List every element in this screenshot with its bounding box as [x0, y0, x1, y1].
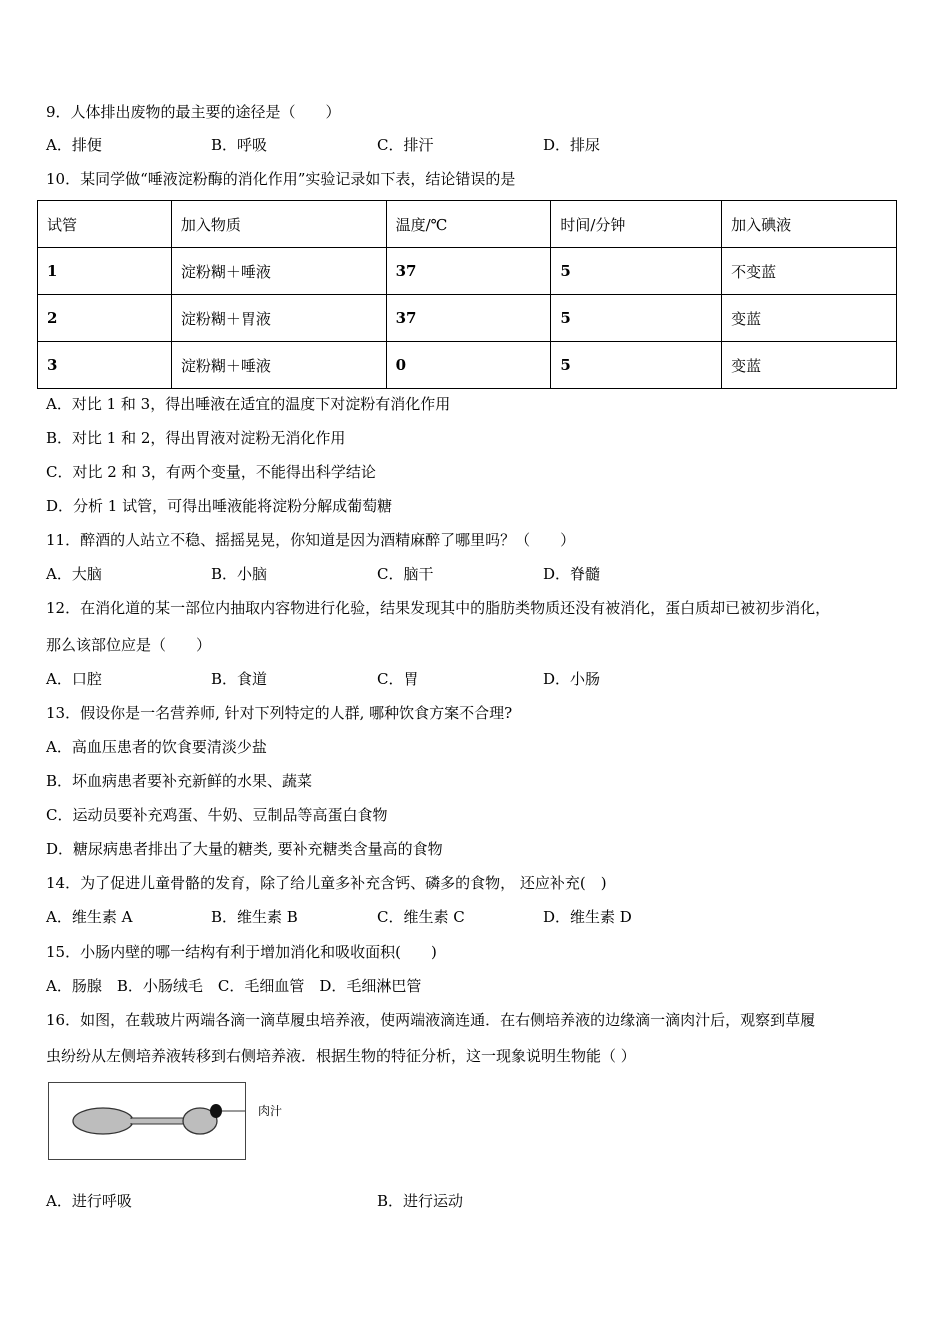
q16-option-a[interactable]: A．进行呼吸	[46, 1192, 132, 1210]
q9-option-d[interactable]: D．排尿	[543, 136, 601, 154]
q14-option-c[interactable]: C．维生素 C	[377, 908, 465, 926]
table-cell: 37	[386, 295, 551, 342]
table-cell: 5	[551, 342, 722, 389]
q16-option-b[interactable]: B．进行运动	[377, 1192, 464, 1210]
q10-option-b[interactable]: B．对比 1 和 2，得出胃液对淀粉无消化作用	[46, 429, 346, 447]
table-cell: 淀粉糊＋唾液	[171, 248, 386, 295]
q9-option-b[interactable]: B．呼吸	[211, 136, 268, 154]
q10-option-a[interactable]: A．对比 1 和 3，得出唾液在适宜的温度下对淀粉有消化作用	[46, 395, 451, 413]
q16-stem-line1: 16．如图，在载玻片两端各滴一滴草履虫培养液，使两端液滴连通．在右侧培养液的边缘滴一滴肉汁后，观察到草履	[46, 1011, 816, 1029]
q14-option-d[interactable]: D．维生素 D	[543, 908, 632, 926]
q12-option-a[interactable]: A．口腔	[46, 670, 102, 688]
table-header: 温度/℃	[386, 201, 551, 248]
table-cell: 37	[386, 248, 551, 295]
q10-option-d[interactable]: D．分析 1 试管，可得出唾液能将淀粉分解成葡萄糖	[46, 497, 393, 515]
q12-stem-line2: 那么该部位应是（ ）	[46, 636, 212, 654]
q16-stem-line2: 虫纷纷从左侧培养液转移到右侧培养液．根据生物的特征分析，这一现象说明生物能（ ）	[46, 1047, 636, 1065]
q10-stem: 10．某同学做“唾液淀粉酶的消化作用”实验记录如下表，结论错误的是	[46, 170, 516, 188]
q11-option-b[interactable]: B．小脑	[211, 565, 268, 583]
table-header: 加入碘液	[722, 201, 897, 248]
table-row	[38, 248, 897, 295]
left-droplet	[73, 1108, 133, 1134]
q13-option-a[interactable]: A．高血压患者的饮食要清淡少盐	[46, 738, 267, 756]
q11-option-c[interactable]: C．脑干	[377, 565, 434, 583]
table-row	[38, 295, 897, 342]
q12-option-c[interactable]: C．胃	[377, 670, 419, 688]
q9-option-a[interactable]: A．排便	[46, 136, 102, 154]
table-cell: 5	[551, 248, 722, 295]
broth-drop	[210, 1104, 222, 1118]
table-cell: 淀粉糊＋唾液	[171, 342, 386, 389]
q10-option-c[interactable]: C．对比 2 和 3，有两个变量，不能得出科学结论	[46, 463, 376, 481]
q15-options[interactable]: A．肠腺 B．小肠绒毛 C．毛细血管 D．毛细淋巴管	[46, 977, 422, 995]
table-cell: 淀粉糊＋胃液	[171, 295, 386, 342]
q12-option-d[interactable]: D．小肠	[543, 670, 601, 688]
q15-stem: 15．小肠内壁的哪一结构有利于增加消化和吸收面积( )	[46, 943, 437, 961]
q13-stem: 13．假设你是一名营养师, 针对下列特定的人群, 哪种饮食方案不合理?	[46, 704, 513, 722]
q14-option-b[interactable]: B．维生素 B	[211, 908, 298, 926]
table-cell: 1	[38, 248, 172, 295]
table-header: 时间/分钟	[551, 201, 722, 248]
table-header-row	[38, 201, 897, 248]
q9-stem: 9．人体排出废物的最主要的途径是（ ）	[46, 103, 341, 121]
table-cell: 2	[38, 295, 172, 342]
q14-stem: 14．为了促进儿童骨骼的发育，除了给儿童多补充含钙、磷多的食物， 还应补充( )	[46, 874, 607, 892]
table-header: 试管	[38, 201, 172, 248]
q9-option-c[interactable]: C．排汗	[377, 136, 434, 154]
table-row	[38, 342, 897, 389]
experiment-table	[37, 200, 897, 389]
table-header: 加入物质	[171, 201, 386, 248]
q14-option-a[interactable]: A．维生素 A	[46, 908, 133, 926]
connecting-channel	[131, 1118, 187, 1124]
paramecium-slide-diagram	[49, 1083, 245, 1159]
q13-option-d[interactable]: D．糖尿病患者排出了大量的糖类, 要补充糖类含量高的食物	[46, 840, 443, 858]
table-cell: 变蓝	[722, 295, 897, 342]
q12-option-b[interactable]: B．食道	[211, 670, 268, 688]
table-cell: 5	[551, 295, 722, 342]
q13-option-c[interactable]: C．运动员要补充鸡蛋、牛奶、豆制品等高蛋白食物	[46, 806, 388, 824]
slide-figure	[48, 1082, 246, 1160]
table-cell: 不变蓝	[722, 248, 897, 295]
table-cell: 3	[38, 342, 172, 389]
table-cell: 变蓝	[722, 342, 897, 389]
table-cell: 0	[386, 342, 551, 389]
q11-option-d[interactable]: D．脊髓	[543, 565, 601, 583]
q11-stem: 11．醉酒的人站立不稳、摇摇晃晃，你知道是因为酒精麻醉了哪里吗？（ ）	[46, 531, 576, 549]
q11-option-a[interactable]: A．大脑	[46, 565, 102, 583]
q13-option-b[interactable]: B．坏血病患者要补充新鲜的水果、蔬菜	[46, 772, 313, 790]
q12-stem-line1: 12．在消化道的某一部位内抽取内容物进行化验，结果发现其中的脂肪类物质还没有被消化，蛋白质却已被初步消化，	[46, 599, 831, 617]
figure-label: 肉汁	[258, 1104, 283, 1118]
